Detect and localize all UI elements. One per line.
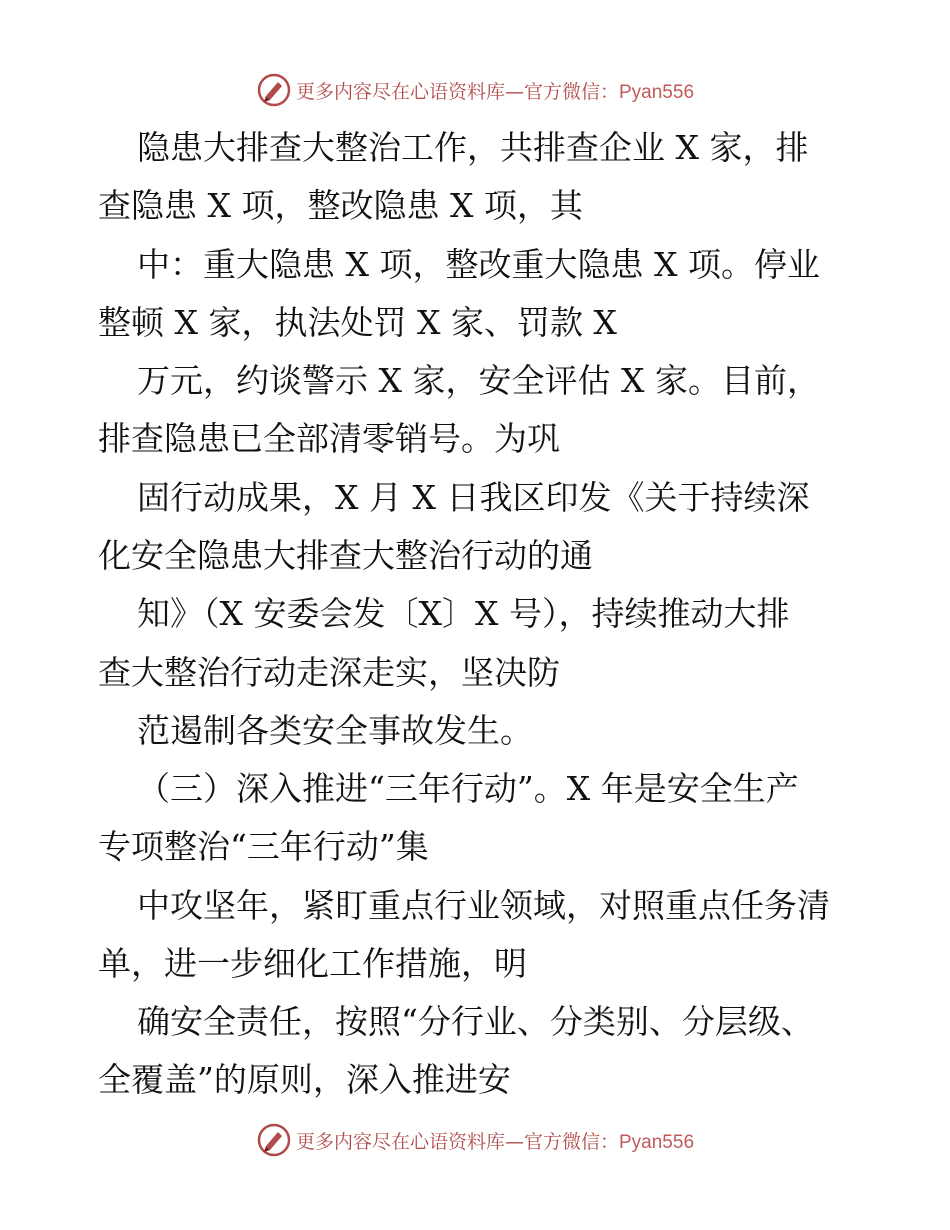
text-line: （三）深入推进“三年行动”。X 年是安全生产 [137, 769, 799, 808]
text-line: 范遏制各类安全事故发生。 [137, 711, 533, 750]
text-line: 整顿 X 家，执法处罚 X 家、罚款 X [98, 303, 617, 342]
text-line: 中攻坚年，紧盯重点行业领域，对照重点任务清 [137, 886, 830, 925]
text-line: 中：重大隐患 X 项，整改重大隐患 X 项。停业 [137, 245, 820, 284]
pen-logo-icon [256, 1122, 292, 1158]
watermark-text: 更多内容尽在心语资料库—官方微信：Pyan556 [295, 80, 695, 103]
text-line: 确安全责任，按照“分行业、分类别、分层级、 [137, 1002, 814, 1041]
pen-logo-icon [256, 72, 292, 108]
text-line: 万元，约谈警示 X 家，安全评估 X 家。目前， [137, 361, 820, 400]
text-line: 固行动成果，X 月 X 日我区印发《关于持续深 [137, 478, 810, 517]
text-line: 排查隐患已全部清零销号。为巩 [98, 419, 560, 458]
text-line: 专项整治“三年行动”集 [98, 827, 429, 866]
header-watermark [0, 70, 950, 110]
text-line: 全覆盖”的原则，深入推进安 [98, 1060, 511, 1099]
text-line: 隐患大排查大整治工作，共排查企业 X 家，排 [137, 128, 809, 167]
watermark-wechat-id: Pyan556 [619, 81, 695, 103]
footer-watermark [0, 1120, 950, 1160]
text-line: 化安全隐患大排查大整治行动的通 [98, 536, 593, 575]
text-line: 查隐患 X 项，整改隐患 X 项，其 [98, 186, 583, 225]
watermark-wechat-id: Pyan556 [619, 1131, 695, 1153]
text-line: 查大整治行动走深走实，坚决防 [98, 653, 560, 692]
text-line: 知》（X 安委会发〔X〕X 号），持续推动大排 [137, 594, 790, 633]
text-line: 单，进一步细化工作措施，明 [98, 944, 527, 983]
watermark-text: 更多内容尽在心语资料库—官方微信：Pyan556 [295, 1130, 695, 1153]
